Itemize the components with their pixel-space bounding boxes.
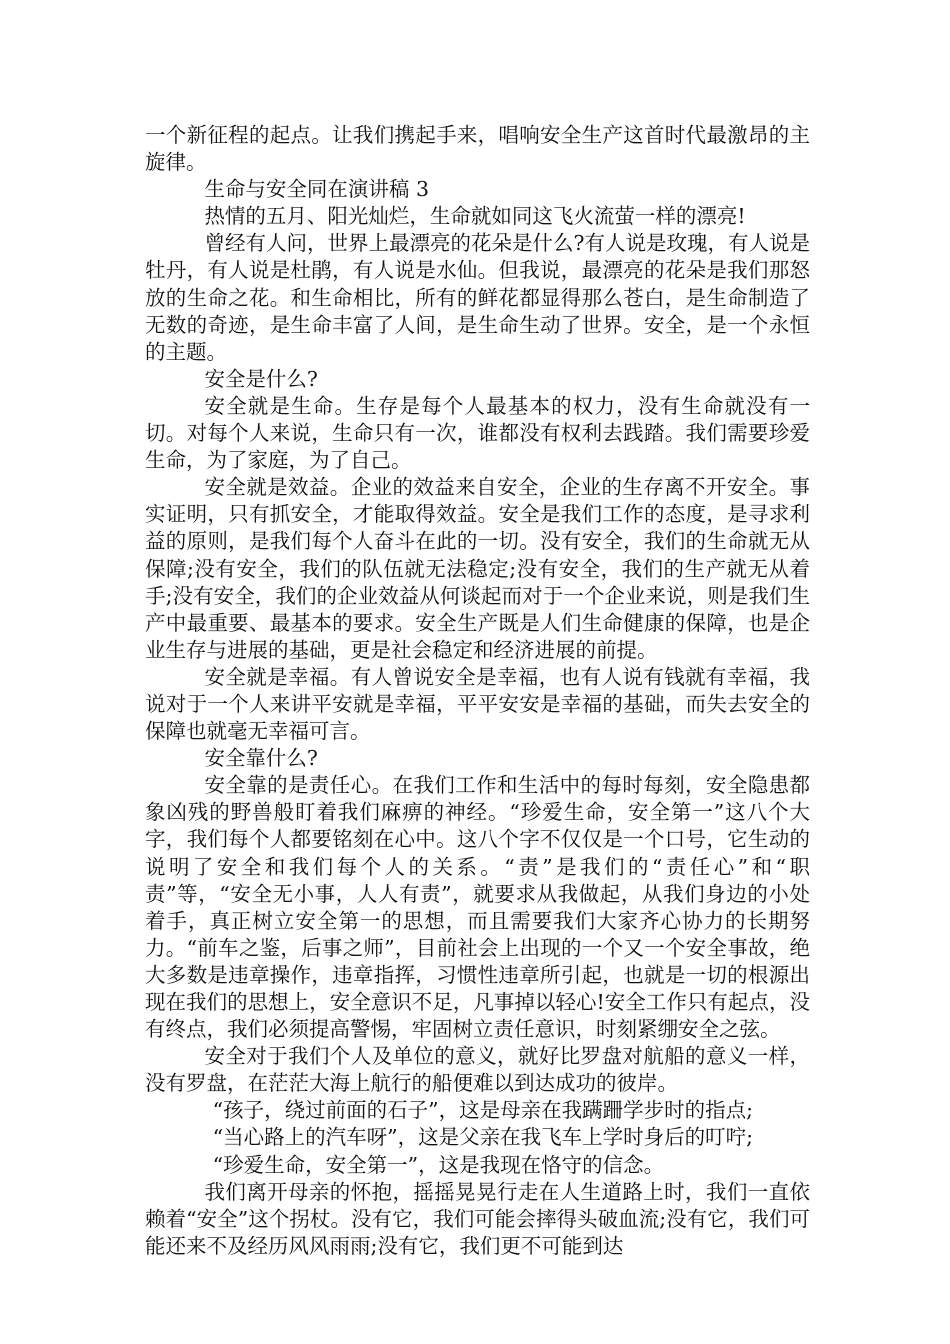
quote-belief: “珍爱生命，安全第一”，这是我现在恪守的信念。 [212,1152,665,1177]
quote-father: “当心路上的汽车呀”，这是父亲在我飞车上学时身后的叮咛; [212,1125,754,1150]
paragraph-flower: 曾经有人问，世界上最漂亮的花朵是什么?有人说是玫瑰，有人说是牡丹，有人说是杜鹃，有人说是水仙。但我说，最漂亮的花朵是我们那怒放的生命之花。和生命相比，所有的鲜花都显得那么苍白，是生命制造了无数的奇迹，是生命丰富了人间，是生命生动了世界。安全，是一个永恒的主题。 [145,231,810,364]
paragraph-safety-is-life: 安全就是生命。生存是每个人最基本的权力，没有生命就没有一切。对每个人来说，生命只有一次，谁都没有权利去践踏。我们需要珍爱生命，为了家庭，为了自己。 [145,393,810,473]
paragraph-opening: 热情的五月、阳光灿烂，生命就如同这飞火流萤一样的漂亮! [204,204,746,229]
paragraph-compass: 安全对于我们个人及单位的意义，就好比罗盘对航船的意义一样，没有罗盘，在茫茫大海上航行的船便难以到达成功的彼岸。 [145,1044,810,1096]
paragraph-safety-is-benefit: 安全就是效益。企业的效益来自安全，企业的生存离不开安全。事实证明，只有抓安全，才能取得效益。安全是我们工作的态度，是寻求利益的原则，是我们每个人奋斗在此的一切。没有安全，我们的生命就无从保障;没有安全，我们的队伍就无法稳定;没有安全，我们的生产就无从着手;没有安全，我们的企业效益从何谈起而对于一个企业来说，则是我们生产中最重要、最基本的要求。安全生产既是人们生命健康的保障，也是企业生存与进展的基础，更是社会稳定和经济进展的前提。 [145,475,810,662]
paragraph-responsibility: 安全靠的是责任心。在我们工作和生活中的每时每刻，安全隐患都象凶残的野兽般盯着我们麻痹的神经。“珍爱生命，安全第一”这八个大字，我们每个人都要铭刻在心中。这八个字不仅仅是一个口号，它生动的说明了安全和我们每个人的关系。“责”是我们的“责任心”和“职责”等，“安全无小事，人人有责”，就要求从我做起，从我们身边的小处着手，真正树立安全第一的思想，而且需要我们大家齐心协力的长期努力。“前车之鉴，后事之师”，目前社会上出现的一个又一个安全事故，绝大多数是违章操作，违章指挥，习惯性违章所引起，也就是一切的根源出现在我们的思想上，安全意识不足，凡事掉以轻心!安全工作只有起点，没有终点，我们必须提高警惕，牢固树立责任意识，时刻紧绷安全之弦。 [145,773,810,1042]
paragraph-continuation: 一个新征程的起点。让我们携起手来，唱响安全生产这首时代最激昂的主旋律。 [145,123,810,175]
speech-title: 生命与安全同在演讲稿 3 [204,177,429,202]
heading-what-safety-relies-on: 安全靠什么? [204,746,318,771]
heading-what-is-safety: 安全是什么? [204,366,318,391]
quote-mother: “孩子，绕过前面的石子”，这是母亲在我蹒跚学步时的指点; [212,1098,754,1123]
paragraph-safety-is-happiness: 安全就是幸福。有人曾说安全是幸福，也有人说有钱就有幸福，我说对于一个人来讲平安就是幸福，平平安安是幸福的基础，而失去安全的保障也就毫无幸福可言。 [145,664,810,744]
document-page [145,122,810,1260]
paragraph-crutch: 我们离开母亲的怀抱，摇摇晃晃行走在人生道路上时，我们一直依赖着“安全”这个拐杖。没有它，我们可能会摔得头破血流;没有它，我们可能还来不及经历风风雨雨;没有它，我们更不可能到达 [145,1179,810,1258]
